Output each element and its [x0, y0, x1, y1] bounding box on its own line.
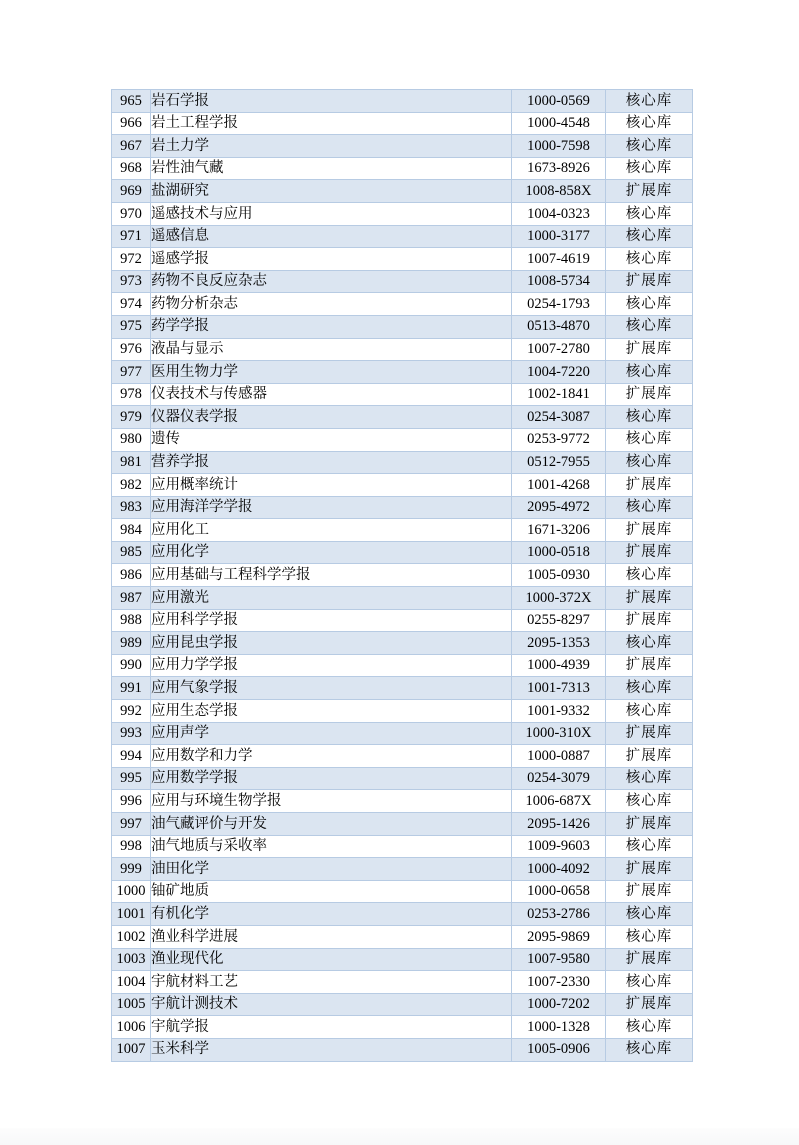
row-number-cell: 986	[112, 564, 151, 587]
journal-title-cell: 遥感信息	[151, 225, 512, 248]
table-row	[112, 293, 693, 316]
issn-cell: 1000-310X	[512, 722, 606, 745]
issn-cell: 0254-3079	[512, 767, 606, 790]
issn-cell: 1000-0658	[512, 880, 606, 903]
issn-cell: 1007-4619	[512, 248, 606, 271]
row-number-cell: 1005	[112, 993, 151, 1016]
row-number-cell: 996	[112, 790, 151, 813]
issn-cell: 0254-3087	[512, 406, 606, 429]
table-row	[112, 225, 693, 248]
issn-cell: 1000-0569	[512, 90, 606, 113]
issn-cell: 1000-3177	[512, 225, 606, 248]
row-number-cell: 978	[112, 383, 151, 406]
table-row	[112, 202, 693, 225]
table-row	[112, 541, 693, 564]
row-number-cell: 967	[112, 135, 151, 158]
table-row	[112, 654, 693, 677]
table-row	[112, 564, 693, 587]
row-number-cell: 966	[112, 112, 151, 135]
row-number-cell: 984	[112, 519, 151, 542]
row-number-cell: 1003	[112, 948, 151, 971]
journal-title-cell: 应用海洋学学报	[151, 496, 512, 519]
row-number-cell: 968	[112, 157, 151, 180]
journal-title-cell: 药物分析杂志	[151, 293, 512, 316]
table-row	[112, 474, 693, 497]
row-number-cell: 975	[112, 315, 151, 338]
table-row	[112, 315, 693, 338]
table-row	[112, 835, 693, 858]
table-row	[112, 993, 693, 1016]
table-row	[112, 406, 693, 429]
row-number-cell: 989	[112, 632, 151, 655]
table-row	[112, 1038, 693, 1061]
row-number-cell: 999	[112, 858, 151, 881]
library-cell: 扩展库	[606, 858, 693, 881]
library-cell: 核心库	[606, 225, 693, 248]
library-cell: 扩展库	[606, 270, 693, 293]
library-cell: 核心库	[606, 451, 693, 474]
row-number-cell: 995	[112, 767, 151, 790]
issn-cell: 1673-8926	[512, 157, 606, 180]
issn-cell: 1005-0930	[512, 564, 606, 587]
row-number-cell: 969	[112, 180, 151, 203]
issn-cell: 1000-4092	[512, 858, 606, 881]
table-row	[112, 338, 693, 361]
row-number-cell: 993	[112, 722, 151, 745]
library-cell: 扩展库	[606, 654, 693, 677]
library-cell: 核心库	[606, 677, 693, 700]
library-cell: 扩展库	[606, 474, 693, 497]
issn-cell: 1002-1841	[512, 383, 606, 406]
journal-title-cell: 应用数学和力学	[151, 745, 512, 768]
row-number-cell: 977	[112, 361, 151, 384]
issn-cell: 2095-9869	[512, 925, 606, 948]
library-cell: 扩展库	[606, 180, 693, 203]
journal-title-cell: 岩土工程学报	[151, 112, 512, 135]
journal-title-cell: 岩石学报	[151, 90, 512, 113]
table-row	[112, 790, 693, 813]
journal-title-cell: 应用科学学报	[151, 609, 512, 632]
row-number-cell: 987	[112, 587, 151, 610]
library-cell: 扩展库	[606, 880, 693, 903]
journal-title-cell: 液晶与显示	[151, 338, 512, 361]
row-number-cell: 1002	[112, 925, 151, 948]
table-row	[112, 135, 693, 158]
journal-title-cell: 油气地质与采收率	[151, 835, 512, 858]
journal-table-body	[112, 90, 693, 1062]
table-row	[112, 428, 693, 451]
journal-title-cell: 应用生态学报	[151, 700, 512, 723]
row-number-cell: 1007	[112, 1038, 151, 1061]
table-row	[112, 632, 693, 655]
issn-cell: 1000-4939	[512, 654, 606, 677]
library-cell: 扩展库	[606, 993, 693, 1016]
journal-title-cell: 岩性油气藏	[151, 157, 512, 180]
library-cell: 扩展库	[606, 519, 693, 542]
library-cell: 扩展库	[606, 541, 693, 564]
table-row	[112, 925, 693, 948]
library-cell: 核心库	[606, 632, 693, 655]
issn-cell: 1000-372X	[512, 587, 606, 610]
table-row	[112, 813, 693, 836]
library-cell: 核心库	[606, 202, 693, 225]
issn-cell: 1006-687X	[512, 790, 606, 813]
table-row	[112, 496, 693, 519]
library-cell: 扩展库	[606, 587, 693, 610]
table-row	[112, 587, 693, 610]
table-row	[112, 519, 693, 542]
issn-cell: 1007-9580	[512, 948, 606, 971]
journal-title-cell: 应用昆虫学报	[151, 632, 512, 655]
journal-title-cell: 渔业现代化	[151, 948, 512, 971]
journal-title-cell: 应用数学学报	[151, 767, 512, 790]
page-bottom-edge	[0, 1128, 799, 1145]
row-number-cell: 1000	[112, 880, 151, 903]
row-number-cell: 1004	[112, 971, 151, 994]
issn-cell: 0254-1793	[512, 293, 606, 316]
row-number-cell: 980	[112, 428, 151, 451]
row-number-cell: 973	[112, 270, 151, 293]
table-row	[112, 903, 693, 926]
library-cell: 核心库	[606, 293, 693, 316]
row-number-cell: 994	[112, 745, 151, 768]
journal-title-cell: 仪表技术与传感器	[151, 383, 512, 406]
row-number-cell: 992	[112, 700, 151, 723]
table-row	[112, 90, 693, 113]
table-row	[112, 767, 693, 790]
library-cell: 扩展库	[606, 383, 693, 406]
journal-title-cell: 油田化学	[151, 858, 512, 881]
row-number-cell: 972	[112, 248, 151, 271]
row-number-cell: 979	[112, 406, 151, 429]
library-cell: 核心库	[606, 428, 693, 451]
issn-cell: 1000-7598	[512, 135, 606, 158]
table-row	[112, 180, 693, 203]
journal-title-cell: 应用概率统计	[151, 474, 512, 497]
table-row	[112, 745, 693, 768]
table-row	[112, 112, 693, 135]
journal-title-cell: 药物不良反应杂志	[151, 270, 512, 293]
row-number-cell: 974	[112, 293, 151, 316]
issn-cell: 0253-2786	[512, 903, 606, 926]
journal-title-cell: 油气藏评价与开发	[151, 813, 512, 836]
journal-title-cell: 应用声学	[151, 722, 512, 745]
library-cell: 核心库	[606, 361, 693, 384]
library-cell: 核心库	[606, 564, 693, 587]
library-cell: 扩展库	[606, 745, 693, 768]
table-row	[112, 948, 693, 971]
issn-cell: 1000-0518	[512, 541, 606, 564]
library-cell: 核心库	[606, 903, 693, 926]
journal-title-cell: 遥感技术与应用	[151, 202, 512, 225]
table-row	[112, 248, 693, 271]
journal-title-cell: 应用化学	[151, 541, 512, 564]
library-cell: 扩展库	[606, 948, 693, 971]
table-row	[112, 700, 693, 723]
issn-cell: 2095-1353	[512, 632, 606, 655]
issn-cell: 0253-9772	[512, 428, 606, 451]
issn-cell: 1004-0323	[512, 202, 606, 225]
issn-cell: 2095-4972	[512, 496, 606, 519]
library-cell: 核心库	[606, 1038, 693, 1061]
library-cell: 核心库	[606, 112, 693, 135]
row-number-cell: 1001	[112, 903, 151, 926]
table-row	[112, 1016, 693, 1039]
table-row	[112, 722, 693, 745]
library-cell: 核心库	[606, 767, 693, 790]
issn-cell: 1007-2330	[512, 971, 606, 994]
issn-cell: 1671-3206	[512, 519, 606, 542]
row-number-cell: 965	[112, 90, 151, 113]
journal-title-cell: 药学学报	[151, 315, 512, 338]
row-number-cell: 1006	[112, 1016, 151, 1039]
journal-title-cell: 盐湖研究	[151, 180, 512, 203]
table-row	[112, 361, 693, 384]
row-number-cell: 976	[112, 338, 151, 361]
row-number-cell: 981	[112, 451, 151, 474]
row-number-cell: 983	[112, 496, 151, 519]
issn-cell: 1008-858X	[512, 180, 606, 203]
journal-title-cell: 遥感学报	[151, 248, 512, 271]
journal-title-cell: 应用与环境生物学报	[151, 790, 512, 813]
issn-cell: 1001-4268	[512, 474, 606, 497]
journal-title-cell: 医用生物力学	[151, 361, 512, 384]
issn-cell: 1007-2780	[512, 338, 606, 361]
journal-title-cell: 仪器仪表学报	[151, 406, 512, 429]
row-number-cell: 982	[112, 474, 151, 497]
issn-cell: 1008-5734	[512, 270, 606, 293]
table-row	[112, 157, 693, 180]
journal-title-cell: 玉米科学	[151, 1038, 512, 1061]
issn-cell: 1000-0887	[512, 745, 606, 768]
table-row	[112, 383, 693, 406]
row-number-cell: 998	[112, 835, 151, 858]
library-cell: 核心库	[606, 925, 693, 948]
journal-title-cell: 应用基础与工程科学学报	[151, 564, 512, 587]
table-row	[112, 270, 693, 293]
row-number-cell: 970	[112, 202, 151, 225]
library-cell: 扩展库	[606, 722, 693, 745]
issn-cell: 1001-9332	[512, 700, 606, 723]
library-cell: 核心库	[606, 835, 693, 858]
journal-title-cell: 宇航计测技术	[151, 993, 512, 1016]
issn-cell: 0512-7955	[512, 451, 606, 474]
library-cell: 扩展库	[606, 609, 693, 632]
issn-cell: 2095-1426	[512, 813, 606, 836]
journal-title-cell: 有机化学	[151, 903, 512, 926]
issn-cell: 1000-7202	[512, 993, 606, 1016]
journal-title-cell: 遗传	[151, 428, 512, 451]
table-row	[112, 971, 693, 994]
library-cell: 核心库	[606, 700, 693, 723]
library-cell: 核心库	[606, 406, 693, 429]
issn-cell: 0513-4870	[512, 315, 606, 338]
issn-cell: 0255-8297	[512, 609, 606, 632]
issn-cell: 1001-7313	[512, 677, 606, 700]
journal-title-cell: 应用力学学报	[151, 654, 512, 677]
row-number-cell: 997	[112, 813, 151, 836]
library-cell: 扩展库	[606, 338, 693, 361]
journal-title-cell: 铀矿地质	[151, 880, 512, 903]
journal-title-cell: 营养学报	[151, 451, 512, 474]
row-number-cell: 985	[112, 541, 151, 564]
journal-title-cell: 渔业科学进展	[151, 925, 512, 948]
journal-title-cell: 岩土力学	[151, 135, 512, 158]
table-row	[112, 677, 693, 700]
issn-cell: 1000-4548	[512, 112, 606, 135]
journal-title-cell: 宇航学报	[151, 1016, 512, 1039]
row-number-cell: 971	[112, 225, 151, 248]
journal-title-cell: 应用激光	[151, 587, 512, 610]
journal-title-cell: 应用气象学报	[151, 677, 512, 700]
table-row	[112, 609, 693, 632]
library-cell: 核心库	[606, 90, 693, 113]
library-cell: 核心库	[606, 790, 693, 813]
library-cell: 核心库	[606, 971, 693, 994]
row-number-cell: 991	[112, 677, 151, 700]
library-cell: 核心库	[606, 315, 693, 338]
library-cell: 扩展库	[606, 813, 693, 836]
journal-title-cell: 宇航材料工艺	[151, 971, 512, 994]
row-number-cell: 988	[112, 609, 151, 632]
table-row	[112, 451, 693, 474]
journal-title-cell: 应用化工	[151, 519, 512, 542]
library-cell: 核心库	[606, 496, 693, 519]
library-cell: 核心库	[606, 248, 693, 271]
issn-cell: 1005-0906	[512, 1038, 606, 1061]
library-cell: 核心库	[606, 1016, 693, 1039]
issn-cell: 1009-9603	[512, 835, 606, 858]
library-cell: 核心库	[606, 157, 693, 180]
issn-cell: 1000-1328	[512, 1016, 606, 1039]
row-number-cell: 990	[112, 654, 151, 677]
library-cell: 核心库	[606, 135, 693, 158]
issn-cell: 1004-7220	[512, 361, 606, 384]
table-row	[112, 858, 693, 881]
journal-list-table	[111, 89, 693, 1062]
table-row	[112, 880, 693, 903]
